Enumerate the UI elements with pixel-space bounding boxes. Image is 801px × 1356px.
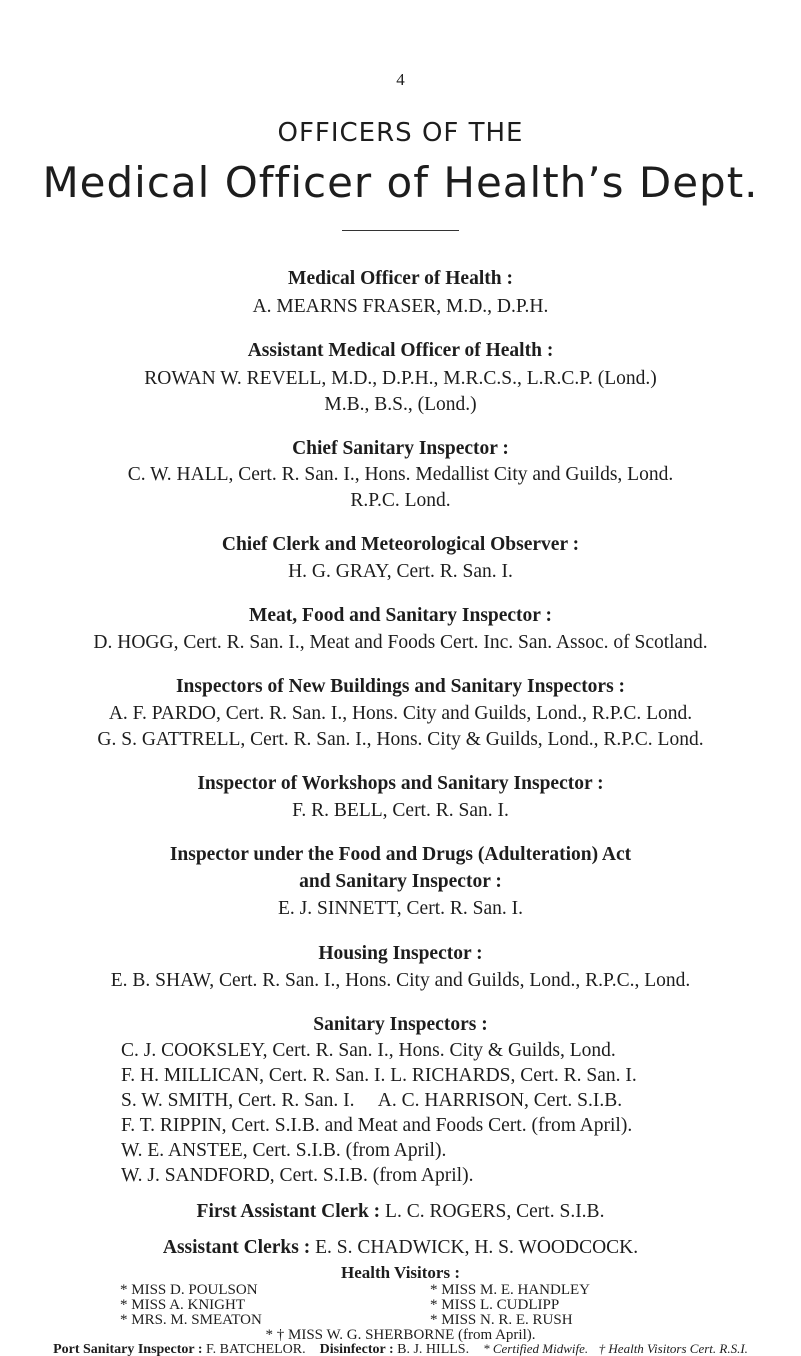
section-heading: Chief Clerk and Meteorological Observer : [221, 534, 580, 555]
staff-entry: F. R. BELL, Cert. R. San. I. [292, 800, 509, 821]
divider [342, 230, 459, 231]
section-heading: Chief Sanitary Inspector : [292, 438, 509, 459]
staff-entry: E. B. SHAW, Cert. R. San. I., Hons. City and Guilds, Lond., R.P.C., Lond. [110, 970, 691, 991]
health-visitor: * † MISS W. G. SHERBORNE (from April). [265, 1327, 536, 1343]
page-title-line-2: Medical Officer of Health’s Dept. [42, 158, 759, 207]
health-visitor: * MISS A. KNIGHT [120, 1297, 246, 1313]
staff-entry: C. J. COOKSLEY, Cert. R. San. I., Hons. City & Guilds, Lond. [121, 1040, 616, 1061]
page-title-line-1: OFFICERS OF THE [277, 118, 524, 148]
staff-entry: C. W. HALL, Cert. R. San. I., Hons. Medallist City and Guilds, Lond. [127, 464, 674, 485]
staff-entry: ROWAN W. REVELL, M.D., D.P.H., M.R.C.S., L.R.C.P. (Lond.) [144, 368, 657, 389]
staff-entry: H. G. GRAY, Cert. R. San. I. [288, 561, 513, 582]
staff-entry: E. J. SINNETT, Cert. R. San. I. [278, 898, 523, 919]
health-visitor: * MISS L. CUDLIPP [430, 1297, 560, 1313]
role-label: Disinfector : [319, 1342, 394, 1356]
assistant-clerks [0, 1236, 801, 1260]
section-heading: Inspectors of New Buildings and Sanitary Inspectors : [175, 676, 626, 697]
page-number: 4 [396, 70, 405, 89]
first-assistant-clerk [0, 1200, 801, 1224]
health-visitor: * MISS D. POULSON [120, 1282, 258, 1298]
health-visitor: * MRS. M. SMEATON [120, 1312, 262, 1328]
staff-entry: R.P.C. Lond. [350, 490, 451, 511]
staff-entry: A. F. PARDO, Cert. R. San. I., Hons. City and Guilds, Lond., R.P.C. Lond. [108, 703, 693, 724]
staff-entry: G. S. GATTRELL, Cert. R. San. I., Hons. City & Guilds, Lond., R.P.C. Lond. [97, 729, 704, 750]
staff-entry: A. MEARNS FRASER, M.D., D.P.H. [252, 296, 549, 317]
staff-entry: D. HOGG, Cert. R. San. I., Meat and Foods Cert. Inc. San. Assoc. of Scotland. [93, 632, 708, 653]
section-heading: Inspector under the Food and Drugs (Adulteration) Act [169, 844, 632, 865]
footnote-hv-cert: † Health Visitors Cert. R.S.I. [598, 1341, 748, 1356]
staff-entry: W. E. ANSTEE, Cert. S.I.B. (from April). [121, 1140, 447, 1161]
section-heading: Meat, Food and Sanitary Inspector : [249, 605, 552, 626]
section-heading: Housing Inspector : [318, 943, 483, 964]
clerk-label: First Assistant Clerk : [196, 1201, 381, 1222]
section-heading: Medical Officer of Health : [288, 268, 513, 289]
section-heading: and Sanitary Inspector : [299, 871, 502, 892]
port-sanitary-inspector [0, 1341, 801, 1356]
clerk-name: L. C. ROGERS, Cert. S.I.B. [385, 1201, 605, 1222]
staff-entry: W. J. SANDFORD, Cert. S.I.B. (from April). [121, 1165, 474, 1186]
section-heading: Sanitary Inspectors : [313, 1014, 488, 1035]
health-visitor: * MISS N. R. E. RUSH [430, 1312, 573, 1328]
health-visitors-block [0, 1262, 801, 1356]
footnote-midwife: * Certified Midwife. [483, 1341, 589, 1356]
staff-entry: F. T. RIPPIN, Cert. S.I.B. and Meat and Foods Cert. (from April). [121, 1115, 633, 1136]
staff-entry: F. H. MILLICAN, Cert. R. San. I. L. RICHARDS, Cert. R. San. I. [121, 1065, 637, 1086]
health-visitor: * MISS M. E. HANDLEY [430, 1282, 591, 1298]
section-heading: Assistant Medical Officer of Health : [247, 340, 554, 361]
role-label: Port Sanitary Inspector : [53, 1342, 203, 1356]
section-heading: Inspector of Workshops and Sanitary Inspector : [197, 773, 604, 794]
role-name: F. BATCHELOR. [206, 1342, 306, 1356]
staff-entry: M.B., B.S., (Lond.) [324, 394, 477, 415]
clerk-label: Assistant Clerks : [162, 1237, 311, 1258]
section-heading: Health Visitors : [341, 1263, 460, 1282]
clerk-name: E. S. CHADWICK, H. S. WOODCOCK. [315, 1237, 639, 1258]
role-name: B. J. HILLS. [397, 1342, 470, 1356]
staff-entry: S. W. SMITH, Cert. R. San. I. A. C. HARRISON, Cert. S.I.B. [121, 1090, 623, 1111]
